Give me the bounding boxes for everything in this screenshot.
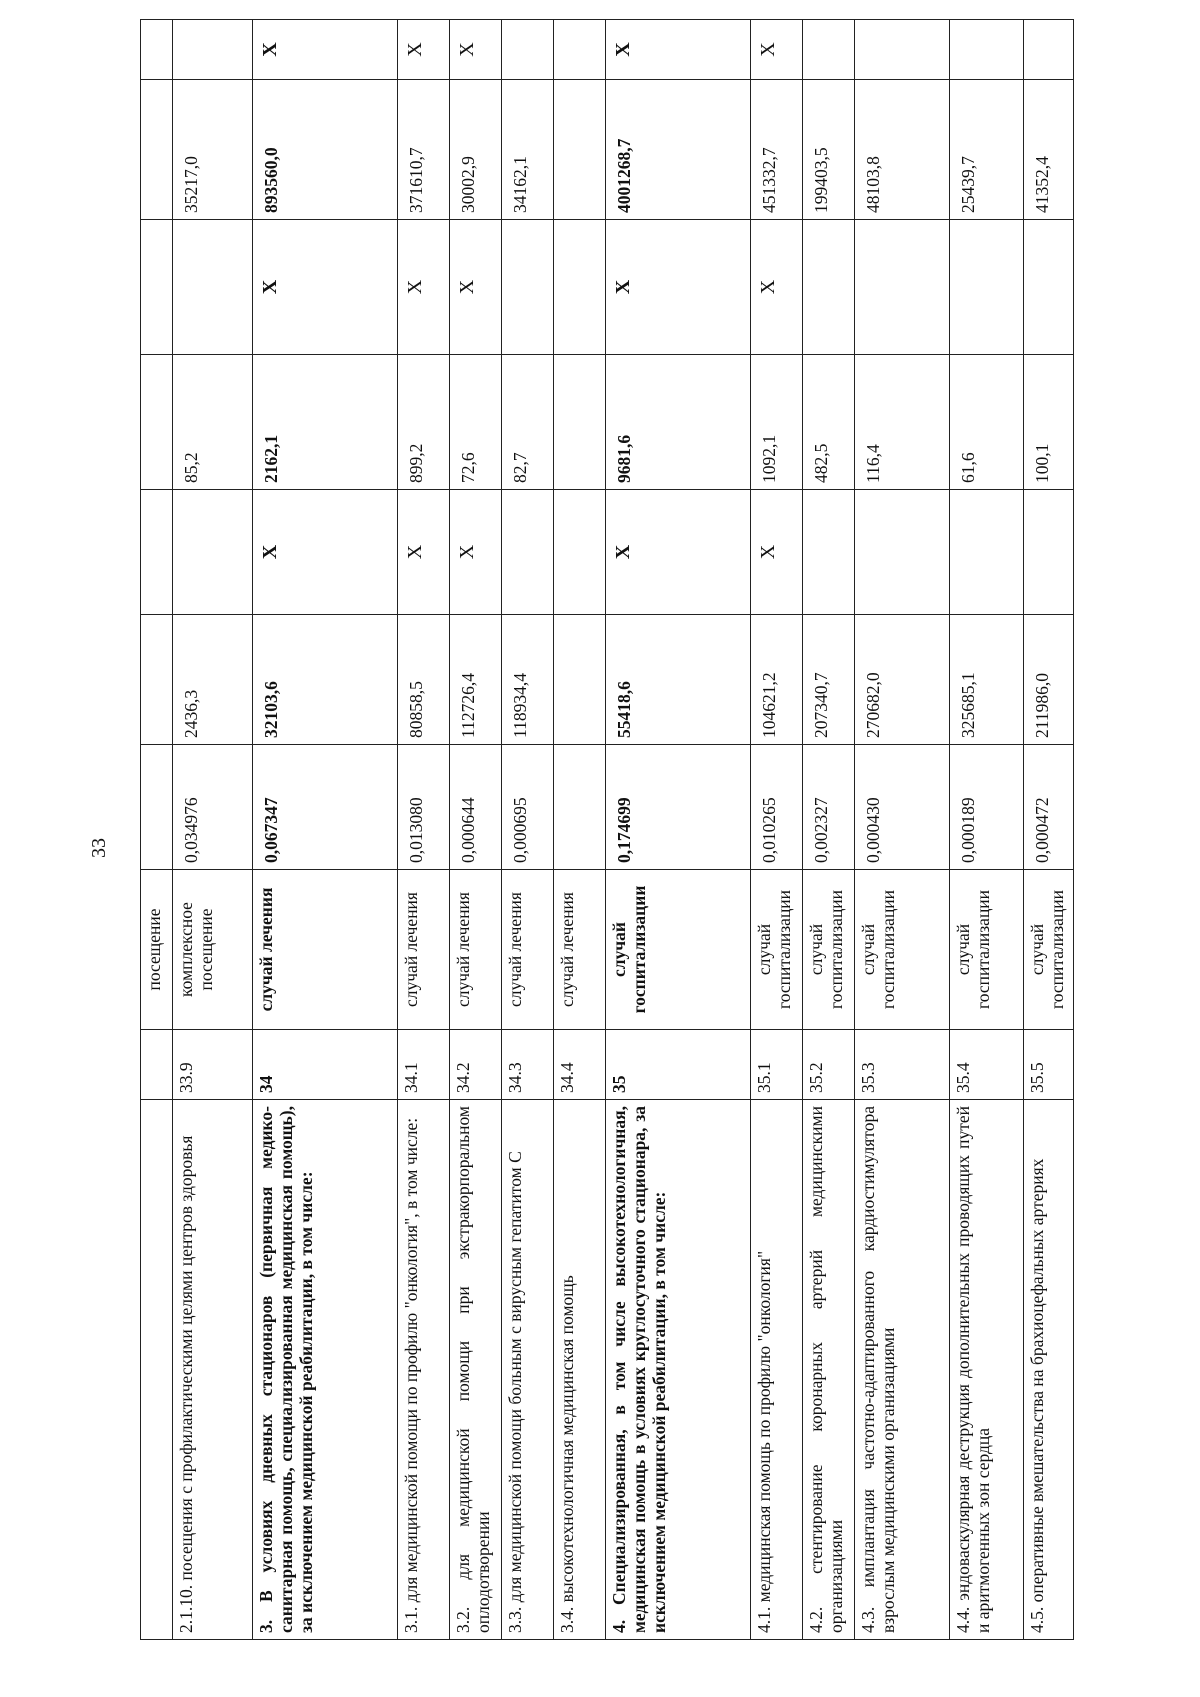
cell-col9: 41352,4 (1024, 80, 1074, 220)
cell-col9: 199403,5 (803, 80, 855, 220)
cell-col8 (855, 220, 950, 355)
cell-col8 (1024, 220, 1074, 355)
cell-col7: 82,7 (502, 355, 554, 490)
table-row (398, 20, 450, 1640)
cell-col9 (554, 80, 606, 220)
cell-name: 3. В условиях дневных стационаров (первичная медико-санитарная помощь, специализированная медицинская помощь), за исключением медицинской реабилитации, в том числе: (253, 1100, 398, 1640)
cell-unit: случай госпитализации (803, 870, 855, 1030)
cell-name: 3.1. для медицинской помощи по профилю "онкология", в том числе: (398, 1100, 450, 1640)
cell-col8 (502, 220, 554, 355)
cell-col7 (141, 355, 173, 490)
cell-cost: 80858,5 (398, 615, 450, 745)
table-row (173, 20, 253, 1640)
cell-col8: Х (606, 220, 751, 355)
cell-col10 (554, 20, 606, 80)
cell-name: 2.1.10. посещения с профилактическими целями центров здоровья (173, 1100, 253, 1640)
cell-col10 (855, 20, 950, 80)
cell-unit: случай госпитализации (950, 870, 1024, 1030)
cell-unit: случай госпитализации (1024, 870, 1074, 1030)
cell-name: 4.2. стентирование коронарных артерий медицинскими организациями (803, 1100, 855, 1640)
cell-code: 35.1 (751, 1030, 803, 1100)
cell-unit: случай лечения (253, 870, 398, 1030)
cell-col7: 1092,1 (751, 355, 803, 490)
cell-col9: 34162,1 (502, 80, 554, 220)
cell-code: 35.5 (1024, 1030, 1074, 1100)
cell-col7: 61,6 (950, 355, 1024, 490)
table-row (502, 20, 554, 1640)
cell-col7: 899,2 (398, 355, 450, 490)
cell-col8 (173, 220, 253, 355)
cell-col6: Х (253, 490, 398, 615)
cell-col8 (950, 220, 1024, 355)
cell-norm: 0,067347 (253, 745, 398, 870)
cell-norm (141, 745, 173, 870)
cell-cost: 270682,0 (855, 615, 950, 745)
cell-col6: Х (450, 490, 502, 615)
cell-col6 (803, 490, 855, 615)
cell-col6 (950, 490, 1024, 615)
cell-col9: 25439,7 (950, 80, 1024, 220)
cell-col9: 48103,8 (855, 80, 950, 220)
cell-col7: 482,5 (803, 355, 855, 490)
cell-cost: 32103,6 (253, 615, 398, 745)
cell-unit: посещение (141, 870, 173, 1030)
cell-code: 35.4 (950, 1030, 1024, 1100)
cell-col9 (141, 80, 173, 220)
cell-col9: 451332,7 (751, 80, 803, 220)
cell-col6: Х (606, 490, 751, 615)
cell-norm: 0,034976 (173, 745, 253, 870)
cell-norm: 0,010265 (751, 745, 803, 870)
cell-name: 3.3. для медицинской помощи больным с вирусным гепатитом С (502, 1100, 554, 1640)
cell-col6: Х (751, 490, 803, 615)
cell-col10: Х (398, 20, 450, 80)
cell-code: 34.2 (450, 1030, 502, 1100)
cell-norm: 0,000430 (855, 745, 950, 870)
cell-code: 33.9 (173, 1030, 253, 1100)
cell-code: 34 (253, 1030, 398, 1100)
cell-unit: случай лечения (450, 870, 502, 1030)
cell-col7: 72,6 (450, 355, 502, 490)
cell-code: 35.2 (803, 1030, 855, 1100)
cell-cost: 112726,4 (450, 615, 502, 745)
financing-table (140, 19, 1074, 1640)
table-container (140, 42, 1068, 1640)
table-row (606, 20, 751, 1640)
cell-norm: 0,000472 (1024, 745, 1074, 870)
cell-code: 35.3 (855, 1030, 950, 1100)
cell-norm (554, 745, 606, 870)
cell-col7: 85,2 (173, 355, 253, 490)
page-number: 33 (88, 838, 110, 858)
cell-code: 34.3 (502, 1030, 554, 1100)
table-row (855, 20, 950, 1640)
table-row (751, 20, 803, 1640)
cell-col8: Х (450, 220, 502, 355)
cell-norm: 0,013080 (398, 745, 450, 870)
cell-col7: 2162,1 (253, 355, 398, 490)
cell-code: 34.4 (554, 1030, 606, 1100)
cell-col7: 9681,6 (606, 355, 751, 490)
cell-cost (141, 615, 173, 745)
cell-unit: случай госпитализации (855, 870, 950, 1030)
cell-col10 (141, 20, 173, 80)
cell-col9: 4001268,7 (606, 80, 751, 220)
cell-col10 (950, 20, 1024, 80)
table-row (554, 20, 606, 1640)
cell-col10: Х (450, 20, 502, 80)
cell-name (141, 1100, 173, 1640)
cell-unit: комплексное посещение (173, 870, 253, 1030)
cell-name: 3.2. для медицинской помощи при экстракорпоральном оплодотворении (450, 1100, 502, 1640)
cell-col6 (1024, 490, 1074, 615)
cell-unit: случай лечения (398, 870, 450, 1030)
table-row (1024, 20, 1074, 1640)
cell-name: 4. Специализированная, в том числе высокотехнологичная, медицинская помощь в условиях круглосуточного стационара, за исключением медицинской реабилитации, в том числе: (606, 1100, 751, 1640)
cell-code (141, 1030, 173, 1100)
cell-col10: Х (253, 20, 398, 80)
table-row (450, 20, 502, 1640)
cell-col7: 116,4 (855, 355, 950, 490)
cell-cost: 104621,2 (751, 615, 803, 745)
cell-norm: 0,000695 (502, 745, 554, 870)
cell-cost: 207340,7 (803, 615, 855, 745)
cell-cost (554, 615, 606, 745)
cell-col8: Х (751, 220, 803, 355)
cell-col6 (173, 490, 253, 615)
cell-unit: случай госпитализации (606, 870, 751, 1030)
cell-name: 4.5. оперативные вмешательства на брахиоцефальных артериях (1024, 1100, 1074, 1640)
cell-col9: 35217,0 (173, 80, 253, 220)
cell-col8: Х (398, 220, 450, 355)
cell-norm: 0,174699 (606, 745, 751, 870)
cell-col10: Х (751, 20, 803, 80)
cell-name: 3.4. высокотехнологичная медицинская помощь (554, 1100, 606, 1640)
cell-cost: 211986,0 (1024, 615, 1074, 745)
cell-unit: случай госпитализации (751, 870, 803, 1030)
cell-norm: 0,002327 (803, 745, 855, 870)
cell-unit: случай лечения (502, 870, 554, 1030)
cell-col7 (554, 355, 606, 490)
table-body (141, 20, 1074, 1640)
cell-name: 4.1. медицинская помощь по профилю "онкология" (751, 1100, 803, 1640)
cell-col6 (855, 490, 950, 615)
cell-col6 (502, 490, 554, 615)
cell-col8: Х (253, 220, 398, 355)
cell-col6 (141, 490, 173, 615)
cell-name: 4.3. имплантация частотно-адаптированного кардиостимулятора взрослым медицинскими организациями (855, 1100, 950, 1640)
cell-unit: случай лечения (554, 870, 606, 1030)
cell-col10 (1024, 20, 1074, 80)
cell-col10 (173, 20, 253, 80)
cell-col6 (554, 490, 606, 615)
cell-col9: 371610,7 (398, 80, 450, 220)
cell-code: 34.1 (398, 1030, 450, 1100)
table-row (253, 20, 398, 1640)
table-row (141, 20, 173, 1640)
cell-norm: 0,000644 (450, 745, 502, 870)
cell-col8 (141, 220, 173, 355)
cell-col7: 100,1 (1024, 355, 1074, 490)
cell-col6: Х (398, 490, 450, 615)
cell-col10 (803, 20, 855, 80)
cell-name: 4.4. эндоваскулярная деструкция дополнительных проводящих путей и аритмогенных зон сердца (950, 1100, 1024, 1640)
cell-col8 (554, 220, 606, 355)
cell-col9: 30002,9 (450, 80, 502, 220)
cell-col9: 893560,0 (253, 80, 398, 220)
cell-col8 (803, 220, 855, 355)
cell-cost: 2436,3 (173, 615, 253, 745)
table-row (803, 20, 855, 1640)
cell-col10 (502, 20, 554, 80)
cell-cost: 118934,4 (502, 615, 554, 745)
cell-col10: Х (606, 20, 751, 80)
cell-norm: 0,000189 (950, 745, 1024, 870)
cell-code: 35 (606, 1030, 751, 1100)
cell-cost: 325685,1 (950, 615, 1024, 745)
cell-cost: 55418,6 (606, 615, 751, 745)
table-row (950, 20, 1024, 1640)
